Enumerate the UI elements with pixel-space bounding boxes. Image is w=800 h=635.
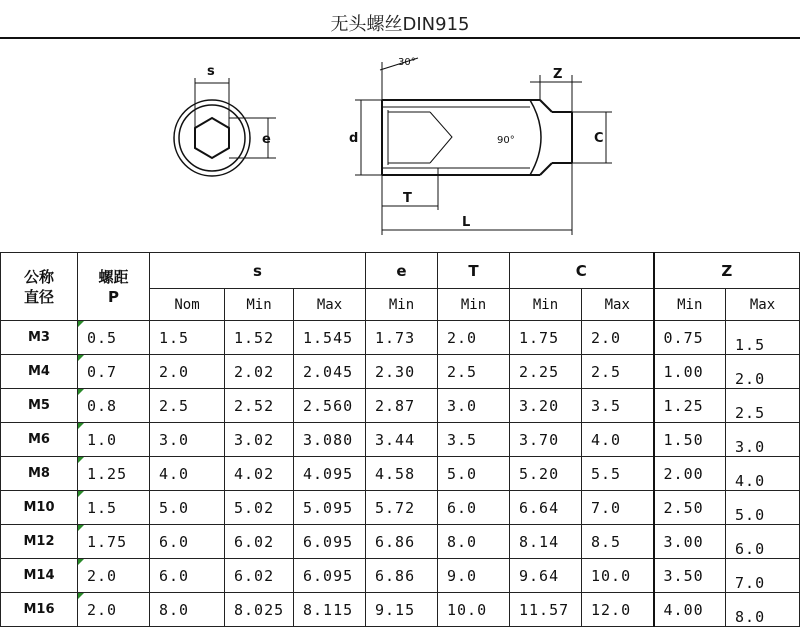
value-cell: 4.00 — [654, 593, 726, 627]
subheader-cell: Min — [654, 289, 726, 321]
technical-drawing — [0, 40, 800, 245]
value-cell: 9.0 — [438, 559, 510, 593]
label-C: C — [594, 131, 604, 146]
size-cell: M6 — [1, 423, 78, 457]
subheader-cell: Min — [438, 289, 510, 321]
value-cell: 1.75 — [510, 321, 582, 355]
value-cell: 9.64 — [510, 559, 582, 593]
size-cell: M8 — [1, 457, 78, 491]
value-cell: 9.15 — [366, 593, 438, 627]
label-s: s — [207, 64, 215, 79]
subheader-cell: Min — [225, 289, 294, 321]
value-cell: 2.02 — [225, 355, 294, 389]
value-cell: 10.0 — [582, 559, 654, 593]
header-pitch: 螺距 P — [78, 253, 150, 321]
label-T: T — [403, 191, 412, 206]
value-cell: 4.0 — [150, 457, 225, 491]
table-row — [1, 423, 800, 457]
size-cell: M12 — [1, 525, 78, 559]
value-cell: 8.0 — [150, 593, 225, 627]
value-cell: 5.20 — [510, 457, 582, 491]
value-cell: 8.14 — [510, 525, 582, 559]
value-cell: 5.0 — [726, 491, 800, 525]
value-cell: 6.02 — [225, 525, 294, 559]
value-cell: 6.095 — [294, 559, 366, 593]
value-cell: 3.02 — [225, 423, 294, 457]
value-cell: 2.0 — [150, 355, 225, 389]
value-cell: 2.5 — [726, 389, 800, 423]
value-cell: 1.52 — [225, 321, 294, 355]
value-cell: 5.0 — [438, 457, 510, 491]
size-cell: M5 — [1, 389, 78, 423]
value-cell: 2.0 — [582, 321, 654, 355]
value-cell: 2.52 — [225, 389, 294, 423]
value-cell: 3.080 — [294, 423, 366, 457]
value-cell: 2.0 — [438, 321, 510, 355]
value-cell: 7.0 — [726, 559, 800, 593]
value-cell: 1.0 — [78, 423, 150, 457]
subheader-cell: Min — [366, 289, 438, 321]
value-cell: 4.095 — [294, 457, 366, 491]
value-cell: 3.50 — [654, 559, 726, 593]
side-view — [355, 58, 612, 235]
size-cell: M3 — [1, 321, 78, 355]
value-cell: 2.560 — [294, 389, 366, 423]
label-L: L — [462, 215, 471, 230]
value-cell: 1.73 — [366, 321, 438, 355]
value-cell: 2.25 — [510, 355, 582, 389]
value-cell: 2.30 — [366, 355, 438, 389]
header-row-1 — [1, 253, 800, 289]
value-cell: 8.5 — [582, 525, 654, 559]
value-cell: 1.545 — [294, 321, 366, 355]
value-cell: 4.02 — [225, 457, 294, 491]
header-e: e — [366, 253, 438, 289]
label-e: e — [262, 132, 271, 147]
table-row — [1, 491, 800, 525]
value-cell: 7.0 — [582, 491, 654, 525]
page-title: 无头螺丝DIN915 — [330, 14, 470, 35]
size-cell: M10 — [1, 491, 78, 525]
table-row — [1, 525, 800, 559]
value-cell: 3.44 — [366, 423, 438, 457]
value-cell: 2.87 — [366, 389, 438, 423]
label-angle-30: 30° — [398, 57, 416, 68]
value-cell: 5.095 — [294, 491, 366, 525]
value-cell: 5.5 — [582, 457, 654, 491]
value-cell: 0.5 — [78, 321, 150, 355]
value-cell: 3.0 — [150, 423, 225, 457]
value-cell: 6.0 — [150, 559, 225, 593]
value-cell: 6.095 — [294, 525, 366, 559]
end-view — [174, 78, 276, 176]
header-Z: Z — [654, 253, 800, 289]
value-cell: 2.5 — [438, 355, 510, 389]
value-cell: 2.0 — [78, 593, 150, 627]
subheader-cell: Max — [726, 289, 800, 321]
size-cell: M4 — [1, 355, 78, 389]
table-row — [1, 457, 800, 491]
subheader-cell: Max — [582, 289, 654, 321]
table-row — [1, 355, 800, 389]
subheader-cell: Max — [294, 289, 366, 321]
value-cell: 6.86 — [366, 559, 438, 593]
value-cell: 12.0 — [582, 593, 654, 627]
subheader-cell: Min — [510, 289, 582, 321]
value-cell: 3.00 — [654, 525, 726, 559]
value-cell: 8.025 — [225, 593, 294, 627]
value-cell: 1.5 — [78, 491, 150, 525]
value-cell: 8.0 — [726, 593, 800, 627]
value-cell: 2.0 — [78, 559, 150, 593]
value-cell: 5.0 — [150, 491, 225, 525]
value-cell: 2.045 — [294, 355, 366, 389]
value-cell: 3.70 — [510, 423, 582, 457]
value-cell: 2.5 — [582, 355, 654, 389]
value-cell: 3.0 — [726, 423, 800, 457]
value-cell: 8.0 — [438, 525, 510, 559]
value-cell: 6.0 — [150, 525, 225, 559]
value-cell: 6.86 — [366, 525, 438, 559]
value-cell: 1.5 — [150, 321, 225, 355]
label-d: d — [349, 131, 359, 146]
value-cell: 3.20 — [510, 389, 582, 423]
value-cell: 1.75 — [78, 525, 150, 559]
value-cell: 1.25 — [78, 457, 150, 491]
value-cell: 2.0 — [726, 355, 800, 389]
header-C: C — [510, 253, 654, 289]
value-cell: 4.0 — [726, 457, 800, 491]
header-T: T — [438, 253, 510, 289]
value-cell: 1.5 — [726, 321, 800, 355]
value-cell: 4.58 — [366, 457, 438, 491]
value-cell: 11.57 — [510, 593, 582, 627]
value-cell: 10.0 — [438, 593, 510, 627]
value-cell: 8.115 — [294, 593, 366, 627]
value-cell: 6.64 — [510, 491, 582, 525]
value-cell: 3.0 — [438, 389, 510, 423]
label-Z: Z — [553, 67, 563, 82]
value-cell: 5.72 — [366, 491, 438, 525]
value-cell: 5.02 — [225, 491, 294, 525]
value-cell: 2.00 — [654, 457, 726, 491]
size-cell: M16 — [1, 593, 78, 627]
value-cell: 3.5 — [582, 389, 654, 423]
value-cell: 6.0 — [438, 491, 510, 525]
value-cell: 6.0 — [726, 525, 800, 559]
subheader-cell: Nom — [150, 289, 225, 321]
header-nominal: 公称 直径 — [1, 253, 78, 321]
value-cell: 1.00 — [654, 355, 726, 389]
table-row — [1, 593, 800, 627]
table-row — [1, 559, 800, 593]
value-cell: 2.5 — [150, 389, 225, 423]
value-cell: 4.0 — [582, 423, 654, 457]
value-cell: 3.5 — [438, 423, 510, 457]
value-cell: 2.50 — [654, 491, 726, 525]
spec-table — [0, 252, 800, 627]
value-cell: 6.02 — [225, 559, 294, 593]
label-angle-90: 90° — [497, 135, 515, 146]
value-cell: 1.50 — [654, 423, 726, 457]
value-cell: 1.25 — [654, 389, 726, 423]
table-row — [1, 321, 800, 355]
value-cell: 0.8 — [78, 389, 150, 423]
header-s: s — [150, 253, 366, 289]
table-row — [1, 389, 800, 423]
size-cell: M14 — [1, 559, 78, 593]
title-divider — [0, 37, 800, 39]
value-cell: 0.75 — [654, 321, 726, 355]
value-cell: 0.7 — [78, 355, 150, 389]
